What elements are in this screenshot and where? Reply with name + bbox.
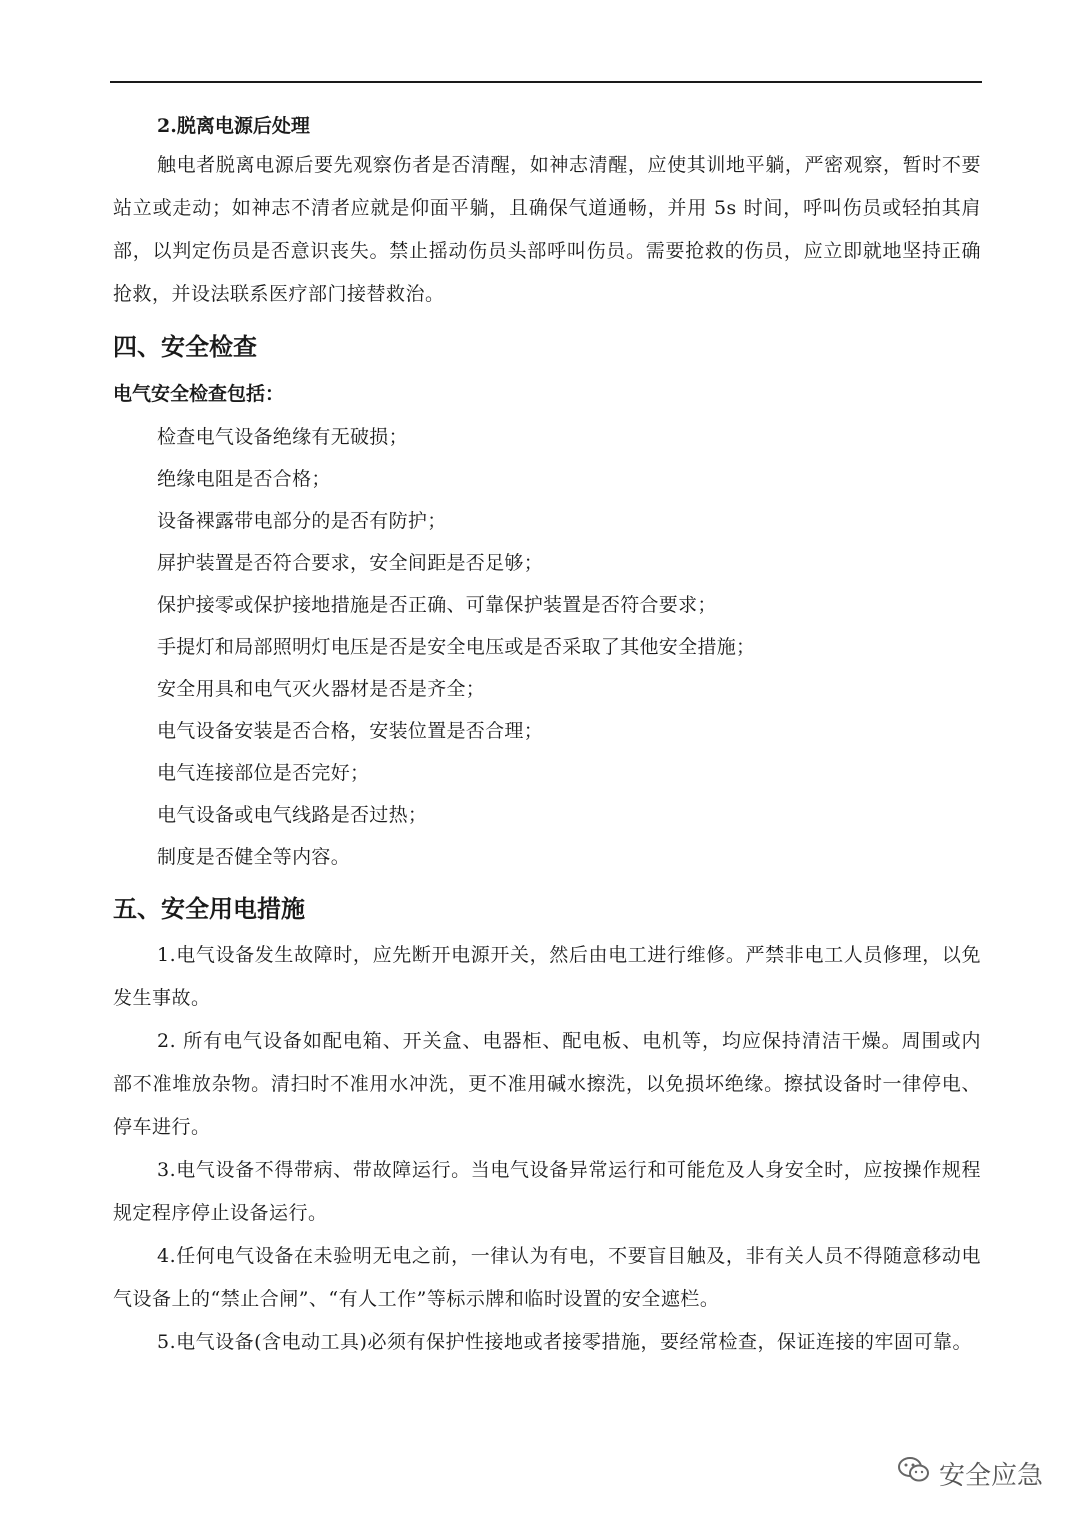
paragraph: 4.任何电气设备在未验明无电之前，一律认为有电，不要盲目触及，非有关人员不得随意移动电气设备上的“禁止合闸”、“有人工作”等标示牌和临时设置的安全遮栏。 — [113, 1245, 981, 1310]
checklist — [113, 416, 981, 878]
list-item: 制度是否健全等内容。 — [157, 846, 351, 868]
wechat-icon — [897, 1455, 939, 1492]
list-item: 电气设备或电气线路是否过热； — [157, 804, 428, 826]
list-item: 电气连接部位是否完好； — [157, 762, 370, 784]
list-item: 设备裸露带电部分的是否有防护； — [157, 510, 447, 532]
watermark — [897, 1455, 1043, 1492]
document-body — [113, 108, 981, 1364]
watermark-text: 安全应急 — [939, 1461, 1044, 1491]
header-rule — [110, 81, 982, 83]
list-item: 绝缘电阻是否合格； — [157, 468, 331, 490]
paragraph: 5.电气设备(含电动工具)必须有保护性接地或者接零措施，要经常检查，保证连接的牢固可靠。 — [157, 1331, 972, 1353]
paragraph: 3.电气设备不得带病、带故障运行。当电气设备异常运行和可能危及人身安全时，应按操作规程规定程序停止设备运行。 — [113, 1159, 981, 1224]
section-title-safety-check: 四、安全检查 — [113, 333, 257, 361]
paragraph: 1.电气设备发生故障时，应先断开电源开关，然后由电工进行维修。严禁非电工人员修理，以免发生事故。 — [113, 944, 981, 1009]
list-item: 保护接零或保护接地措施是否正确、可靠保护装置是否符合要求； — [157, 594, 717, 616]
list-item: 电气设备安装是否合格，安装位置是否合理； — [157, 720, 544, 742]
section-intro: 电气安全检查包括： — [113, 383, 285, 405]
section-title-safe-electricity: 五、安全用电措施 — [113, 895, 305, 923]
subsection-heading: 2.脱离电源后处理 — [157, 115, 310, 137]
list-item: 安全用具和电气灭火器材是否是齐全； — [157, 678, 486, 700]
list-item: 手提灯和局部照明灯电压是否是安全电压或是否采取了其他安全措施； — [157, 636, 756, 658]
paragraph: 2. 所有电气设备如配电箱、开关盒、电器柜、配电板、电机等，均应保持清洁干燥。周围或内部不准堆放杂物。清扫时不准用水冲洗，更不准用碱水擦洗，以免损坏绝缘。擦拭设备时一律停电、停车进行。 — [113, 1030, 981, 1138]
list-item: 屏护装置是否符合要求，安全间距是否足够； — [157, 552, 544, 574]
paragraph: 触电者脱离电源后要先观察伤者是否清醒，如神志清醒，应使其训地平躺，严密观察，暂时不要站立或走动；如神志不清者应就是仰面平躺，且确保气道通畅，并用 5s 时间，呼叫伤员或轻拍其肩部，以判定伤员是否意识丧失。禁止摇动伤员头部呼叫伤员。需要抢救的伤员，应立即就地坚持正确抢救，并设法联系医疗部门接替救治。 — [113, 154, 981, 305]
list-item: 检查电气设备绝缘有无破损； — [157, 426, 408, 448]
